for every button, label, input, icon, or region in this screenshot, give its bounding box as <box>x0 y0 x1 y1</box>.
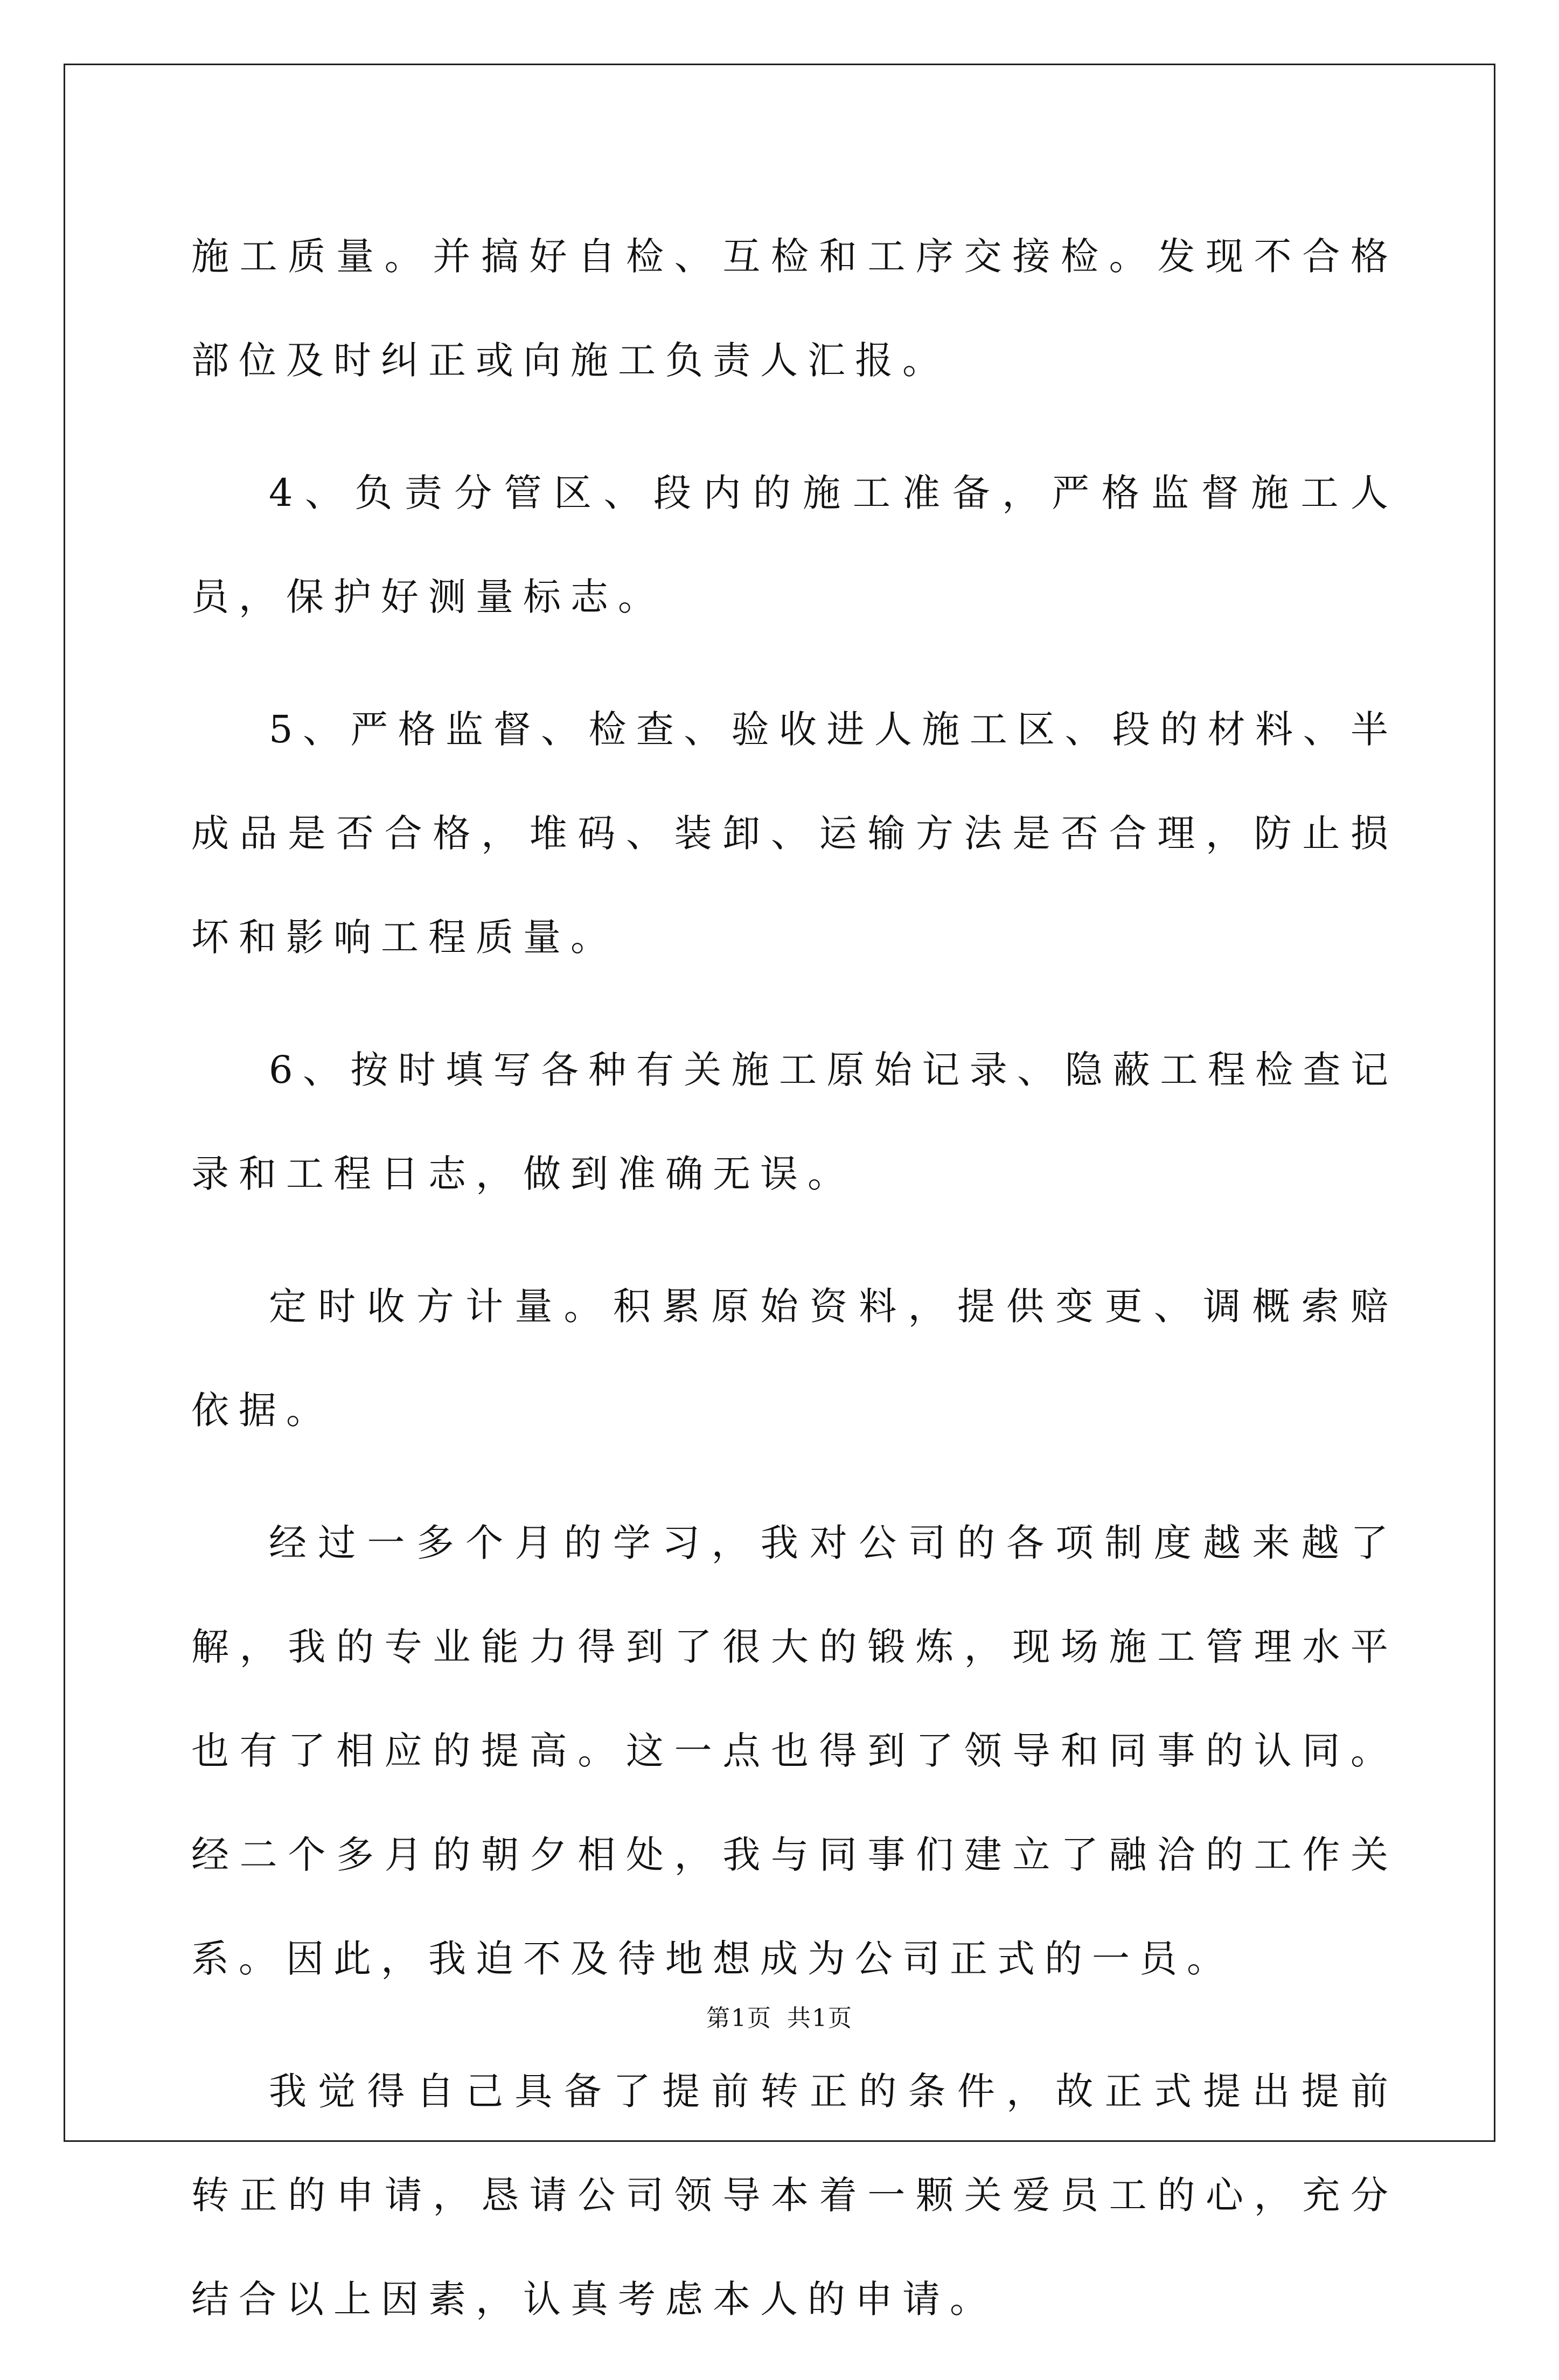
page-number: 第1页 <box>706 2005 772 2032</box>
document-body <box>191 205 1398 2380</box>
paragraph-3: 5、严格监督、检查、验收进人施工区、段的材料、半成品是否合格，堆码、装卸、运输方法是否合理，防止损坏和影响工程质量。 <box>191 707 1398 959</box>
paragraph-6: 经过一多个月的学习，我对公司的各项制度越来越了解，我的专业能力得到了很大的锻炼，现场施工管理水平也有了相应的提高。这一点也得到了领导和同事的认同。经二个多月的朝夕相处，我与同事们建立了融洽的工作关系。因此，我迫不及待地想成为公司正式的一员。 <box>191 1521 1398 1981</box>
paragraph-1: 施工质量。并搞好自检、互检和工序交接检。发现不合格部位及时纠正或向施工负责人汇报。 <box>191 234 1398 382</box>
paragraph-7: 我觉得自己具备了提前转正的条件，故正式提出提前转正的申请，恳请公司领导本着一颗关爱员工的心，充分结合以上因素，认真考虑本人的申请。 <box>191 2069 1398 2321</box>
paragraph-4: 6、按时填写各种有关施工原始记录、隐蔽工程检查记录和工程日志，做到准确无误。 <box>191 1048 1398 1196</box>
page-footer <box>0 1999 1559 2033</box>
page-total: 共1页 <box>787 2005 853 2032</box>
paragraph-5: 定时收方计量。积累原始资料，提供变更、调概索赔依据。 <box>191 1284 1398 1432</box>
paragraph-2: 4、负责分管区、段内的施工准备，严格监督施工人员，保护好测量标志。 <box>191 471 1398 619</box>
